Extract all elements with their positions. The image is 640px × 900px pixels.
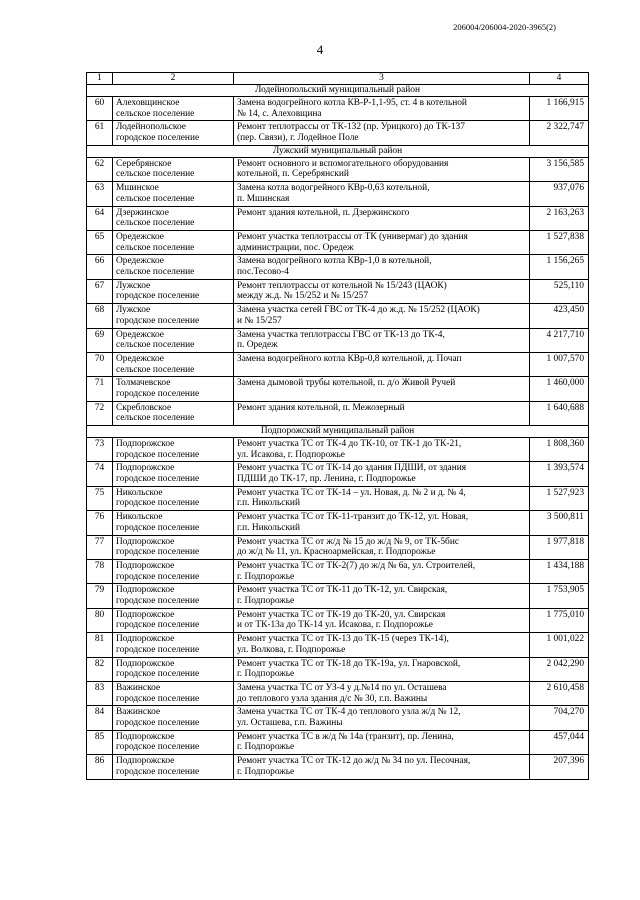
work-description-line: ул. Исакова, г. Подпорожье: [237, 449, 345, 460]
work-description-cell: [234, 584, 530, 608]
settlement-line: Мшинское: [116, 183, 159, 194]
row-number: 66: [87, 255, 113, 279]
settlement-cell: [113, 560, 234, 584]
settlement-cell: [113, 755, 234, 779]
settlement-line: Важинское: [116, 707, 161, 718]
amount-cell: 2 163,263: [530, 206, 589, 230]
column-number-header-row: [87, 73, 589, 85]
amount-cell: 1 808,360: [530, 438, 589, 462]
amount-cell: 1 527,838: [530, 230, 589, 254]
settlement-line: Оредежское: [116, 231, 164, 242]
row-number: 67: [87, 279, 113, 303]
work-description-cell: [234, 462, 530, 486]
amount-cell: 207,396: [530, 755, 589, 779]
works-table: [86, 72, 589, 780]
settlement-line: Подпорожское: [116, 609, 175, 620]
work-description-cell: [234, 255, 530, 279]
settlement-cell: [113, 304, 234, 328]
table-row: [87, 279, 589, 303]
work-description-cell: [234, 304, 530, 328]
work-description-line: (пер. Связи), г. Лодейное Поле: [237, 132, 359, 143]
work-description-line: и № 15/257: [237, 315, 282, 326]
work-description-line: Ремонт участка ТС от ТК-18 до ТК-19а, ул. Гнаровской,: [237, 658, 461, 669]
table-row: [87, 157, 589, 181]
settlement-cell: [113, 97, 234, 121]
amount-cell: 937,076: [530, 182, 589, 206]
table-row: [87, 438, 589, 462]
settlement-line: городское поселение: [116, 498, 200, 509]
work-description-cell: [234, 535, 530, 559]
settlement-cell: [113, 279, 234, 303]
table-row: [87, 681, 589, 705]
work-description-line: Ремонт теплотрассы от ТК-132 (пр. Урицкого) до ТК-137: [237, 122, 465, 133]
table-row: [87, 608, 589, 632]
row-number: 64: [87, 206, 113, 230]
work-description-cell: [234, 328, 530, 352]
work-description-cell: [234, 401, 530, 425]
row-number: 75: [87, 486, 113, 510]
settlement-line: Никольское: [116, 512, 163, 523]
row-number: 80: [87, 608, 113, 632]
amount-cell: 1 775,010: [530, 608, 589, 632]
work-description-line: Замена водогрейного котла КВр-0,8 котельной, д. Почап: [237, 353, 462, 364]
settlement-cell: [113, 157, 234, 181]
work-description-line: Замена участка ТС от УЗ-4 у д.№14 по ул. Осташева: [237, 682, 447, 693]
work-description-line: администрации, пос. Оредеж: [237, 242, 354, 253]
settlement-line: Подпорожское: [116, 439, 175, 450]
table-row: [87, 206, 589, 230]
settlement-line: Никольское: [116, 487, 163, 498]
settlement-cell: [113, 681, 234, 705]
work-description-cell: [234, 657, 530, 681]
column-header-4: 4: [530, 73, 589, 85]
column-header-1: 1: [87, 73, 113, 85]
work-description-line: г.п. Никольский: [237, 498, 300, 509]
settlement-cell: [113, 535, 234, 559]
row-number: 72: [87, 401, 113, 425]
table-row: [87, 121, 589, 145]
work-description-line: Замена участка сетей ГВС от ТК-4 до ж.д. № 15/252 (ЦАОК): [237, 305, 480, 316]
settlement-cell: [113, 206, 234, 230]
row-number: 76: [87, 511, 113, 535]
work-description-line: Ремонт участка ТС от ТК-14 до здания ПДШИ, от здания: [237, 463, 467, 474]
table-row: [87, 230, 589, 254]
work-description-line: и от ТК-13а до ТК-14 ул. Исакова, г. Подпорожье: [237, 620, 433, 631]
amount-cell: 1 001,022: [530, 633, 589, 657]
amount-cell: 1 640,688: [530, 401, 589, 425]
table-row: [87, 633, 589, 657]
work-description-line: между ж.д. № 15/252 и № 15/257: [237, 291, 369, 302]
settlement-line: Оредежское: [116, 353, 164, 364]
work-description-line: № 14, с. Алеховщина: [237, 108, 322, 119]
table-row: [87, 706, 589, 730]
work-description-cell: [234, 121, 530, 145]
district-section-row: [87, 426, 589, 438]
settlement-line: Толмачевское: [116, 378, 171, 389]
amount-cell: 2 610,458: [530, 681, 589, 705]
amount-cell: 2 322,747: [530, 121, 589, 145]
table-row: [87, 560, 589, 584]
work-description-line: пос.Тесово-4: [237, 266, 289, 277]
work-description-line: Ремонт теплотрассы от котельной № 15/243 (ЦАОК): [237, 280, 447, 291]
work-description-cell: [234, 206, 530, 230]
table-row: [87, 535, 589, 559]
settlement-line: городское поселение: [116, 644, 200, 655]
amount-cell: 1 753,905: [530, 584, 589, 608]
settlement-cell: [113, 584, 234, 608]
work-description-cell: [234, 560, 530, 584]
amount-cell: 1 156,265: [530, 255, 589, 279]
settlement-line: Подпорожское: [116, 585, 175, 596]
work-description-line: Ремонт участка ТС от ТК-2(7) до ж/д № 6а, ул. Строителей,: [237, 561, 476, 572]
settlement-line: Подпорожское: [116, 634, 175, 645]
district-title: Лодейнопольский муниципальный район: [87, 85, 589, 97]
settlement-line: сельское поселение: [116, 169, 195, 180]
amount-cell: 3 156,585: [530, 157, 589, 181]
table-row: [87, 462, 589, 486]
amount-cell: 1 977,818: [530, 535, 589, 559]
settlement-cell: [113, 730, 234, 754]
work-description-line: г. Подпорожье: [237, 571, 295, 582]
settlement-cell: [113, 121, 234, 145]
row-number: 68: [87, 304, 113, 328]
work-description-line: Ремонт участка ТС от ТК-11 до ТК-12, ул. Свирская,: [237, 585, 448, 596]
settlement-cell: [113, 486, 234, 510]
settlement-line: сельское поселение: [116, 242, 195, 253]
page-number: 4: [316, 42, 324, 57]
settlement-line: городское поселение: [116, 766, 200, 777]
settlement-cell: [113, 462, 234, 486]
work-description-line: г. Подпорожье: [237, 742, 295, 753]
table-row: [87, 657, 589, 681]
settlement-cell: [113, 182, 234, 206]
table-row: [87, 255, 589, 279]
district-title: Лужский муниципальный район: [87, 145, 589, 157]
work-description-line: Ремонт участка теплотрассы от ТК (универмаг) до здания: [237, 231, 468, 242]
table-row: [87, 304, 589, 328]
work-description-line: до ж/д № 11, ул. Красноармейская, г. Подпорожье: [237, 547, 436, 558]
settlement-cell: [113, 377, 234, 401]
settlement-line: городское поселение: [116, 474, 200, 485]
amount-cell: 1 166,915: [530, 97, 589, 121]
amount-cell: 2 042,290: [530, 657, 589, 681]
district-title: Подпорожский муниципальный район: [87, 426, 589, 438]
settlement-line: Скребловское: [116, 402, 172, 413]
work-description-cell: [234, 352, 530, 376]
work-description-cell: [234, 608, 530, 632]
work-description-line: п. Мшинская: [237, 193, 290, 204]
settlement-cell: [113, 401, 234, 425]
district-section-row: [87, 145, 589, 157]
work-description-line: Замена участка ТС от ТК-4 до теплового узла ж/д № 12,: [237, 707, 461, 718]
settlement-line: Алеховщинское: [116, 98, 180, 108]
amount-cell: 1 460,000: [530, 377, 589, 401]
settlement-line: городское поселение: [116, 315, 200, 326]
amount-cell: 457,044: [530, 730, 589, 754]
row-number: 62: [87, 157, 113, 181]
table-row: [87, 486, 589, 510]
row-number: 78: [87, 560, 113, 584]
table-row: [87, 755, 589, 779]
settlement-line: Лодейнопольское: [116, 122, 186, 133]
settlement-line: городское поселение: [116, 522, 200, 533]
amount-cell: 3 500,811: [530, 511, 589, 535]
settlement-line: Оредежское: [116, 329, 164, 340]
settlement-line: городское поселение: [116, 742, 200, 753]
settlement-line: сельское поселение: [116, 218, 195, 229]
work-description-line: Замена дымовой трубы котельной, п. д/о Живой Ручей: [237, 378, 456, 389]
table-row: [87, 401, 589, 425]
row-number: 85: [87, 730, 113, 754]
settlement-line: сельское поселение: [116, 108, 195, 119]
settlement-line: городское поселение: [116, 693, 200, 704]
work-description-cell: [234, 97, 530, 121]
settlement-line: Серебрянское: [116, 158, 172, 169]
work-description-cell: [234, 182, 530, 206]
table-row: [87, 511, 589, 535]
table-row: [87, 328, 589, 352]
work-description-cell: [234, 730, 530, 754]
row-number: 74: [87, 462, 113, 486]
settlement-cell: [113, 328, 234, 352]
work-description-line: Ремонт основного и вспомогательного оборудования: [237, 158, 449, 169]
work-description-line: ПДШИ до ТК-17, пр. Ленина, г. Подпорожье: [237, 474, 416, 485]
row-number: 63: [87, 182, 113, 206]
work-description-cell: [234, 438, 530, 462]
amount-cell: 423,450: [530, 304, 589, 328]
work-description-line: Замена водогрейного котла КВр-1,0 в котельной,: [237, 256, 432, 267]
work-description-line: Замена котла водогрейного КВр-0,63 котельной,: [237, 183, 430, 194]
settlement-line: Оредежское: [116, 256, 164, 267]
row-number: 73: [87, 438, 113, 462]
settlement-line: городское поселение: [116, 132, 200, 143]
settlement-line: городское поселение: [116, 717, 200, 728]
settlement-line: Подпорожское: [116, 536, 175, 547]
table-row: [87, 352, 589, 376]
amount-cell: 1 527,923: [530, 486, 589, 510]
work-description-line: Замена участка теплотрассы ГВС от ТК-13 до ТК-4,: [237, 329, 445, 340]
row-number: 79: [87, 584, 113, 608]
row-number: 84: [87, 706, 113, 730]
work-description-line: г. Подпорожье: [237, 766, 295, 777]
settlement-line: Подпорожское: [116, 731, 175, 742]
work-description-line: г. Подпорожье: [237, 596, 295, 607]
settlement-line: сельское поселение: [116, 266, 195, 277]
settlement-cell: [113, 438, 234, 462]
work-description-cell: [234, 486, 530, 510]
work-description-line: Ремонт здания котельной, п. Межозерный: [237, 402, 405, 413]
amount-cell: 1 393,574: [530, 462, 589, 486]
settlement-cell: [113, 255, 234, 279]
settlement-line: городское поселение: [116, 388, 200, 399]
work-description-line: Ремонт участка ТС в ж/д № 14а (транзит), пр. Ленина,: [237, 731, 454, 742]
settlement-cell: [113, 608, 234, 632]
work-description-cell: [234, 681, 530, 705]
document-registration-number: 206004/206004-2020-3965(2): [453, 22, 556, 32]
settlement-line: сельское поселение: [116, 193, 195, 204]
work-description-cell: [234, 279, 530, 303]
work-description-line: Ремонт участка ТС от ТК-12 до ж/д № 34 по ул. Песочная,: [237, 756, 471, 767]
table-row: [87, 377, 589, 401]
work-description-line: Ремонт участка ТС от ТК-11-транзит до ТК-12, ул. Новая,: [237, 512, 469, 523]
settlement-cell: [113, 633, 234, 657]
table-row: [87, 730, 589, 754]
settlement-cell: [113, 706, 234, 730]
table-row: [87, 584, 589, 608]
row-number: 69: [87, 328, 113, 352]
amount-cell: 525,110: [530, 279, 589, 303]
work-description-line: Ремонт участка ТС от ТК-14 – ул. Новая, д. № 2 и д. № 4,: [237, 487, 466, 498]
work-description-line: ул. Волкова, г. Подпорожье: [237, 644, 346, 655]
settlement-line: городское поселение: [116, 571, 200, 582]
settlement-cell: [113, 657, 234, 681]
settlement-line: городское поселение: [116, 596, 200, 607]
row-number: 60: [87, 97, 113, 121]
work-description-cell: [234, 230, 530, 254]
work-description-cell: [234, 511, 530, 535]
work-description-line: г.п. Никольский: [237, 522, 300, 533]
work-description-line: Ремонт участка ТС от ж/д № 15 до ж/д № 9, от ТК-5бис: [237, 536, 460, 547]
work-description-cell: [234, 377, 530, 401]
settlement-line: Подпорожское: [116, 756, 175, 767]
settlement-line: сельское поселение: [116, 340, 195, 351]
settlement-line: Подпорожское: [116, 561, 175, 572]
amount-cell: 704,270: [530, 706, 589, 730]
row-number: 61: [87, 121, 113, 145]
table-row: [87, 97, 589, 121]
work-description-cell: [234, 633, 530, 657]
column-header-2: 2: [113, 73, 234, 85]
row-number: 86: [87, 755, 113, 779]
settlement-line: Дзержинское: [116, 207, 169, 218]
settlement-line: Подпорожское: [116, 658, 175, 669]
amount-cell: 1 434,188: [530, 560, 589, 584]
work-description-line: Ремонт участка ТС от ТК-13 до ТК-15 (через ТК-14),: [237, 634, 449, 645]
work-description-line: Замена водогрейного котла КВ-Р-1,1-95, ст. 4 в котельной: [237, 98, 467, 108]
work-description-line: до теплового узла здания д/с № 30, г.п. Важины: [237, 693, 428, 704]
row-number: 83: [87, 681, 113, 705]
row-number: 82: [87, 657, 113, 681]
row-number: 71: [87, 377, 113, 401]
settlement-line: городское поселение: [116, 669, 200, 680]
work-description-line: ул. Осташева, г.п. Важины: [237, 717, 343, 728]
settlement-line: городское поселение: [116, 620, 200, 631]
district-section-row: [87, 85, 589, 97]
settlement-line: сельское поселение: [116, 364, 195, 375]
settlement-line: городское поселение: [116, 547, 200, 558]
amount-cell: 1 007,570: [530, 352, 589, 376]
amount-cell: 4 217,710: [530, 328, 589, 352]
settlement-line: Подпорожское: [116, 463, 175, 474]
work-description-line: Ремонт здания котельной, п. Дзержинского: [237, 207, 410, 218]
settlement-line: городское поселение: [116, 449, 200, 460]
column-header-3: 3: [234, 73, 530, 85]
work-description-line: Ремонт участка ТС от ТК-19 до ТК-20, ул. Свирская: [237, 609, 446, 620]
work-description-cell: [234, 706, 530, 730]
settlement-line: Важинское: [116, 682, 161, 693]
row-number: 70: [87, 352, 113, 376]
work-description-line: г. Подпорожье: [237, 669, 295, 680]
row-number: 77: [87, 535, 113, 559]
work-description-line: п. Оредеж: [237, 340, 278, 351]
work-description-line: Ремонт участка ТС от ТК-4 до ТК-10, от ТК-1 до ТК-21,: [237, 439, 462, 450]
settlement-cell: [113, 230, 234, 254]
work-description-cell: [234, 755, 530, 779]
work-description-line: котельной, п. Серебрянский: [237, 169, 349, 180]
settlement-cell: [113, 511, 234, 535]
settlement-line: Лужское: [116, 280, 151, 291]
row-number: 65: [87, 230, 113, 254]
settlement-line: городское поселение: [116, 291, 200, 302]
row-number: 81: [87, 633, 113, 657]
table-row: [87, 182, 589, 206]
settlement-line: Лужское: [116, 305, 151, 316]
settlement-cell: [113, 352, 234, 376]
work-description-cell: [234, 157, 530, 181]
settlement-line: сельское поселение: [116, 413, 195, 424]
